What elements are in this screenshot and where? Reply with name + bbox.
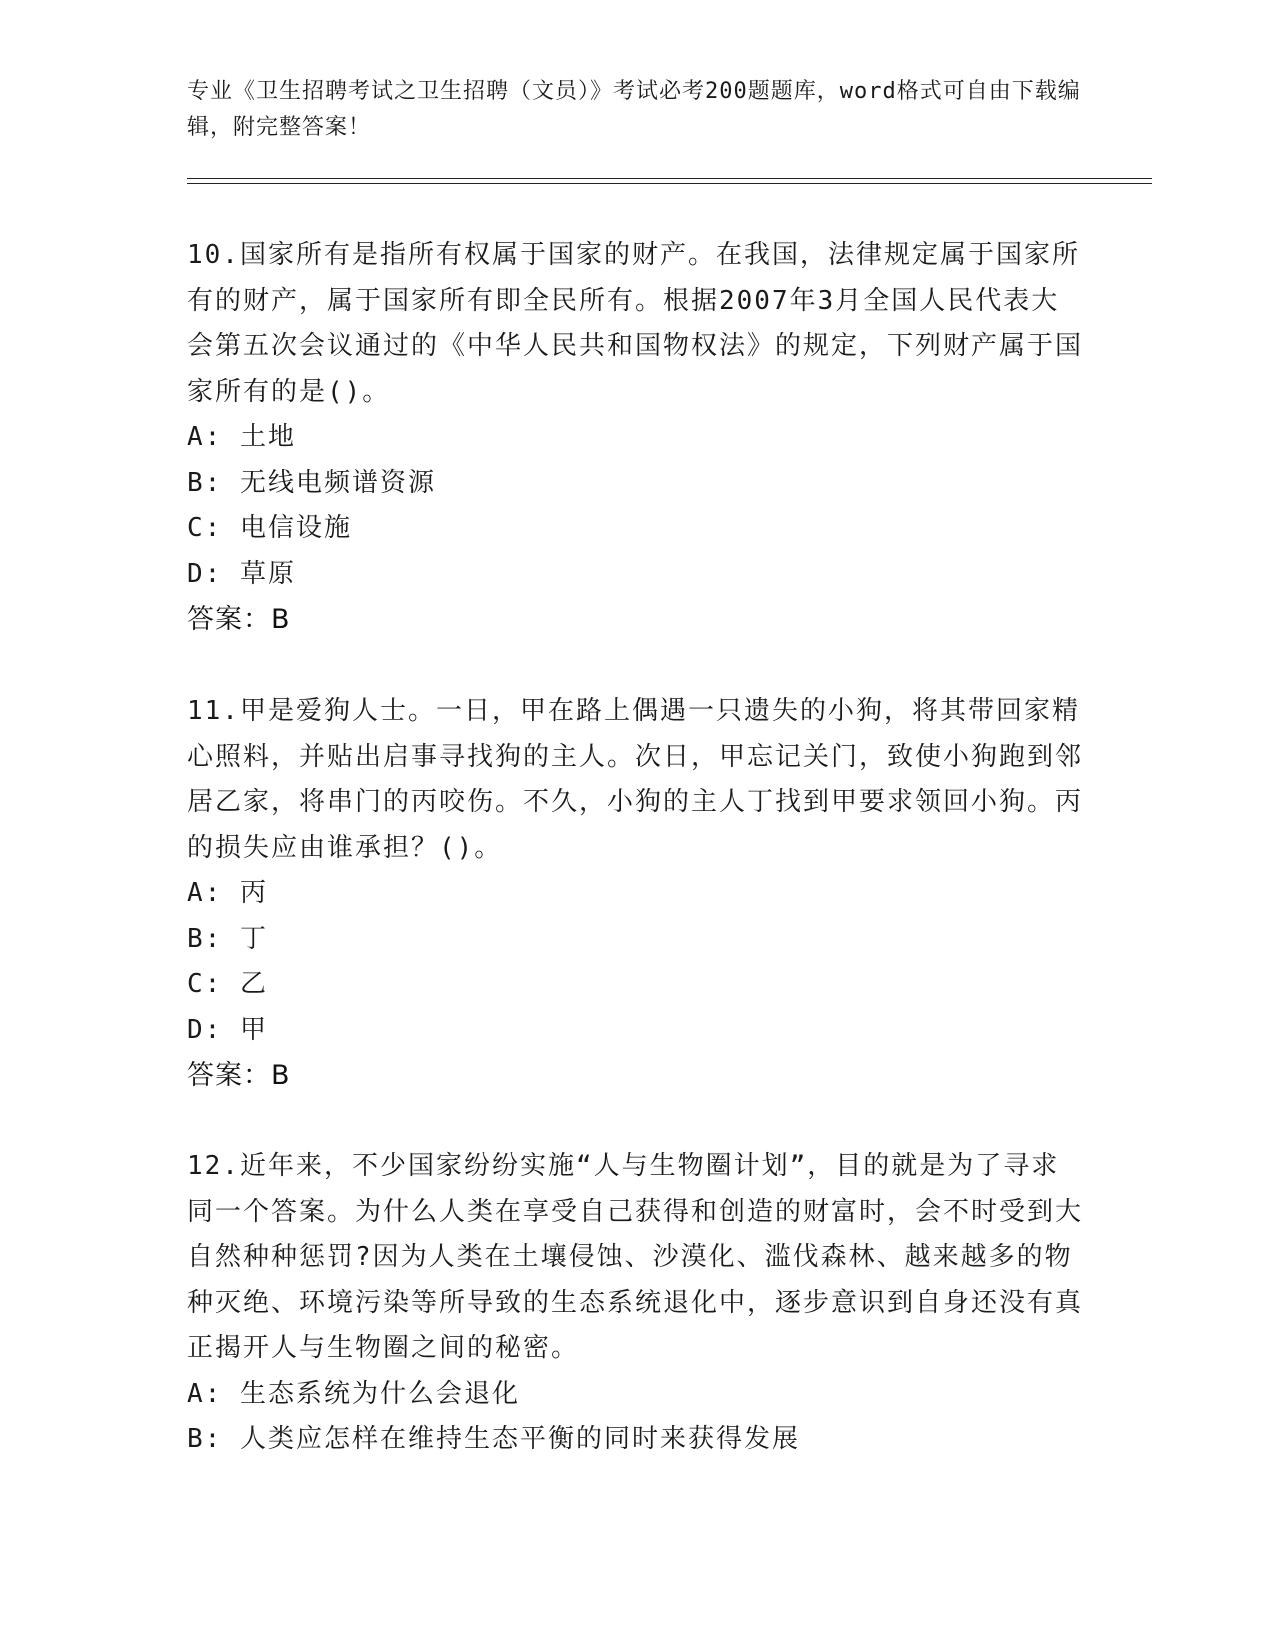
option-d: D: 甲 [187, 1014, 268, 1045]
option-d: D: 草原 [187, 558, 296, 589]
option-c: C: 乙 [187, 969, 268, 999]
answer-label: 答案：B [187, 604, 291, 635]
question-text: 11.甲是爱狗人士。一日，甲在路上偶遇一只遗失的小狗，将其带回家精心照料，并贴出启事寻找狗的主人。次日，甲忘记关门，致使小狗跑到邻居乙家，将串门的丙咬伤。不久，小狗的主人丁找到甲要求领回小狗。丙的损失应由谁承担？()。 [187, 696, 1084, 863]
question-10 [187, 233, 1087, 643]
question-text: 10.国家所有是指所有权属于国家的财产。在我国，法律规定属于国家所有的财产，属于国家所有即全民所有。根据2007年3月全国人民代表大会第五次会议通过的《中华人民共和国物权法》的规定，下列财产属于国家所有的是()。 [187, 240, 1084, 407]
header-divider-top [187, 178, 1152, 179]
question-text: 12.近年来，不少国家纷纷实施“人与生物圈计划”，目的就是为了寻求同一个答案。为什么人类在享受自己获得和创造的财富时，会不时受到大自然种种惩罚?因为人类在土壤侵蚀、沙漠化、滥伐森林、越来越多的物种灭绝、环境污染等所导致的生态系统退化中，逐步意识到自身还没有真正揭开人与生物圈之间的秘密。 [187, 1151, 1084, 1363]
answer-label: 答案：B [187, 1060, 291, 1091]
document-header: 专业《卫生招聘考试之卫生招聘（文员）》考试必考200题题库，word格式可自由下载编辑，附完整答案！ [187, 79, 1081, 140]
option-a: A: 丙 [187, 878, 268, 908]
option-b: B: 人类应怎样在维持生态平衡的同时来获得发展 [187, 1424, 800, 1454]
option-b: B: 无线电频谱资源 [187, 467, 436, 498]
option-b: B: 丁 [187, 923, 268, 954]
option-a: A: 土地 [187, 422, 296, 452]
question-12 [187, 1144, 1087, 1463]
option-c: C: 电信设施 [187, 513, 352, 543]
header-divider-bottom [187, 183, 1152, 184]
question-11 [187, 689, 1087, 1099]
option-a: A: 生态系统为什么会退化 [187, 1378, 520, 1409]
